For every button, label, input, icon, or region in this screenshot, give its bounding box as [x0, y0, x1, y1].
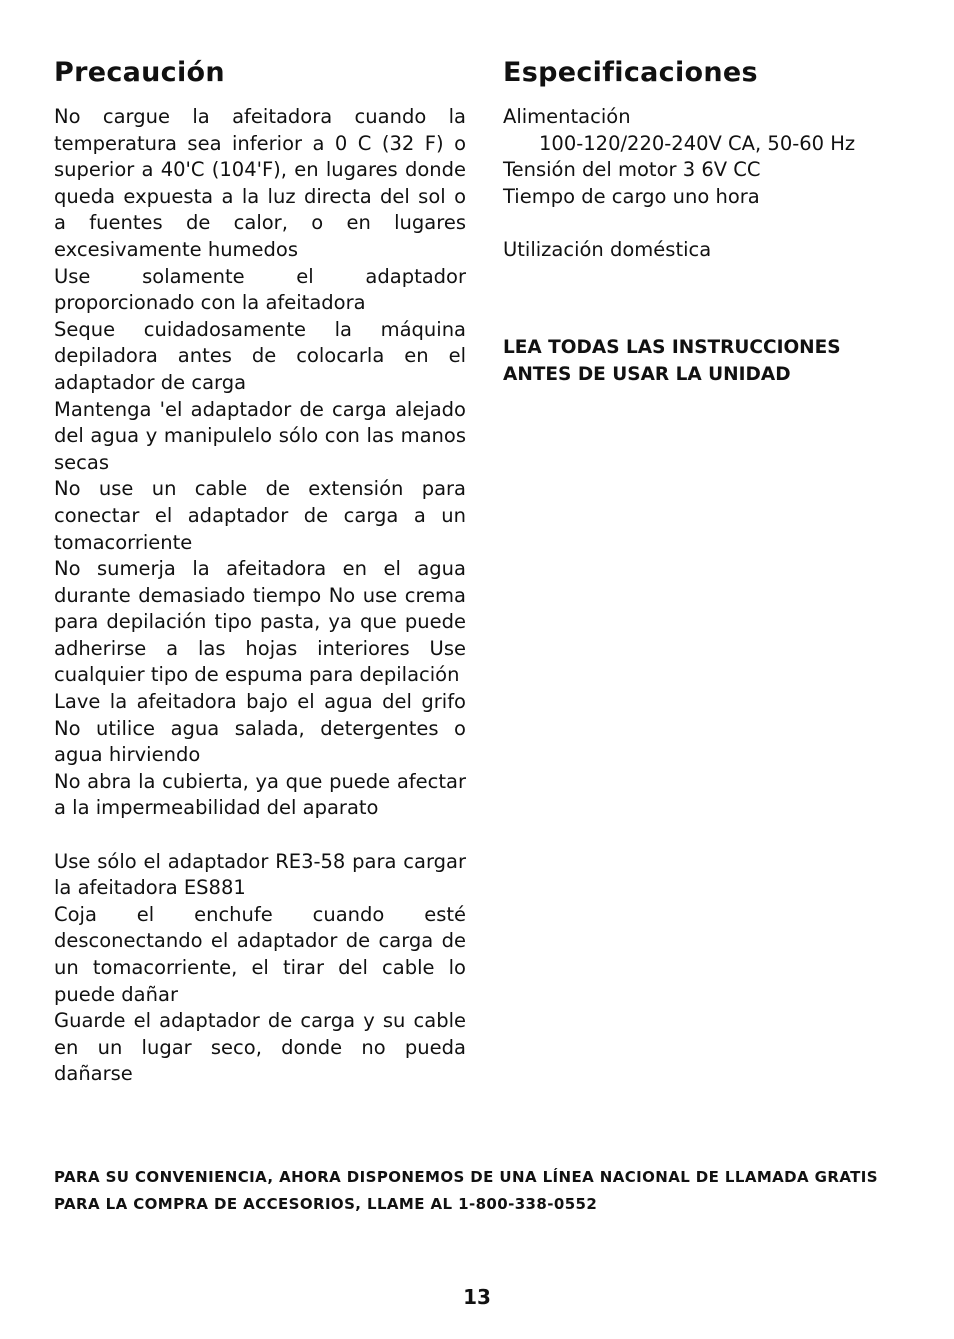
- precaution-paragraph: No abra la cubierta, ya que puede afectar a la impermeabilidad del aparato: [54, 769, 466, 820]
- precaution-paragraph: Seque cuidadosamente la máquina depiladora antes de colocarla en el adaptador de carga: [54, 317, 466, 394]
- charge-time: Tiempo de cargo uno hora: [503, 184, 760, 208]
- precaution-paragraph: Coja el enchufe cuando esté desconectando el adaptador de carga de un tomacorriente, el tirar del cable lo puede dañar: [54, 902, 466, 1006]
- power-value: 100-120/220-240V CA, 50-60 Hz: [539, 131, 856, 155]
- motor-voltage: Tensión del motor 3 6V CC: [503, 158, 761, 182]
- precaution-paragraph: No sumerja la afeitadora en el agua durante demasiado tiempo No use crema para depilación tipo pasta, ya que puede adherirse a las hojas interiores Use cualquier tipo de espuma para depilación: [54, 557, 466, 687]
- page-number: 13: [463, 1285, 491, 1309]
- precaution-title: Precaución: [54, 57, 225, 88]
- precaution-section: [54, 56, 466, 1088]
- read-instructions-note: LEA TODAS LAS INSTRUCCIONES ANTES DE USAR LA UNIDAD: [503, 336, 841, 385]
- precaution-paragraph: No use un cable de extensión para conectar el adaptador de carga a un tomacorriente: [54, 477, 466, 554]
- precaution-paragraph: No cargue la afeitadora cuando la temperatura sea inferior a 0 C (32 F) o superior a 40'C (104'F), en lugares donde queda expuesta a la luz directa del sol o a fuentes de calor, o en lugares excesivamente humedos: [54, 105, 466, 261]
- precaution-paragraph: Use sólo el adaptador RE3-58 para cargar la afeitadora ES881: [54, 849, 466, 900]
- usage: Utilización doméstica: [503, 237, 712, 261]
- power-label: Alimentación: [503, 105, 631, 128]
- precaution-paragraph: Guarde el adaptador de carga y su cable en un lugar seco, donde no pueda dañarse: [54, 1009, 466, 1086]
- specifications-section: [503, 56, 913, 388]
- specifications-title: Especificaciones: [503, 57, 758, 88]
- precaution-paragraph: Mantenga 'el adaptador de carga alejado del agua y manipulelo sólo con las manos secas: [54, 397, 466, 474]
- precaution-paragraph: Lave la afeitadora bajo el agua del grifo No utilice agua salada, detergentes o agua hirviendo: [54, 690, 466, 767]
- accessories-hotline-note: PARA SU CONVENIENCIA, AHORA DISPONEMOS DE UNA LÍNEA NACIONAL DE LLAMADA GRATIS PARA LA COMPRA DE ACCESORIOS, LLAME AL 1-800-338-0552: [54, 1168, 878, 1213]
- precaution-paragraph: Use solamente el adaptador proporcionado con la afeitadora: [54, 264, 466, 315]
